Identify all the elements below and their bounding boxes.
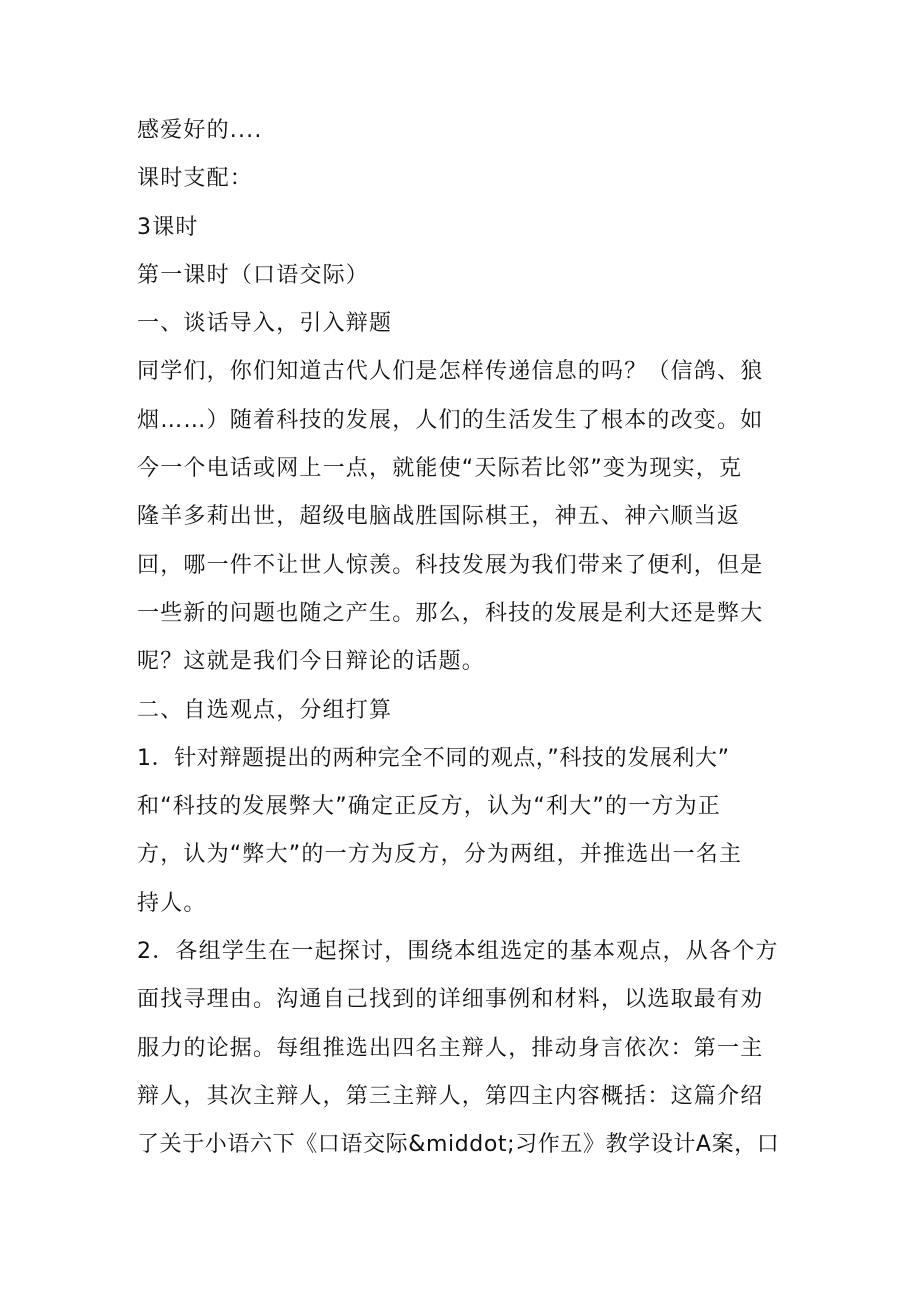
text-line: 今一个电话或网上一点，就能使“天际若比邻”变为现实，克 <box>137 456 743 482</box>
text-line: 烟……）随着科技的发展，人们的生活发生了根本的改变。如 <box>137 407 764 433</box>
text-line: 1．针对辩题提出的两种完全不同的观点，”科技的发展利大” <box>137 745 730 771</box>
text-line: 持人。 <box>137 890 207 916</box>
text-line: 了关于小语六下《口语交际&middot;习作五》教学设计A案，口 <box>137 1132 780 1158</box>
text-line: 同学们，你们知道古代人们是怎样传递信息的吗？（信鸽、狼 <box>137 359 764 385</box>
text-line: 面找寻理由。沟通自己找到的详细事例和材料，以选取最有劝 <box>137 987 764 1013</box>
text-line: 服力的论据。每组推选出四名主辩人，排动身言依次：第一主 <box>137 1035 764 1061</box>
section-heading: 二、自选观点，分组打算 <box>137 697 393 723</box>
text-line: 呢？这就是我们今日辩论的话题。 <box>137 649 486 675</box>
text-line: 隆羊多莉出世，超级电脑战胜国际棋王，神五、神六顺当返 <box>137 504 741 530</box>
text-line: 课时支配： <box>137 166 254 192</box>
section-heading: 第一课时（口语交际） <box>137 262 370 288</box>
text-line: 一些新的问题也随之产生。那么，科技的发展是利大还是弊大 <box>137 600 764 626</box>
text-line: 感爱好的.... <box>137 118 263 143</box>
text-line: 2．各组学生在一起探讨，围绕本组选定的基本观点，从各个方 <box>137 939 779 965</box>
text-line: 3课时 <box>137 214 199 240</box>
text-line: 辩人，其次主辩人，第三主辩人，第四主内容概括：这篇介绍 <box>137 1083 764 1109</box>
document-body <box>137 107 780 1170</box>
section-heading: 一、谈话导入，引入辩题 <box>137 311 393 337</box>
text-line: 方，认为“弊大”的一方为反方，分为两组，并推选出一名主 <box>137 842 743 868</box>
text-line: 回，哪一件不让世人惊羡。科技发展为我们带来了便利，但是 <box>137 552 764 578</box>
text-line: 和“科技的发展弊大”确定正反方，认为“利大”的一方为正 <box>137 794 721 820</box>
